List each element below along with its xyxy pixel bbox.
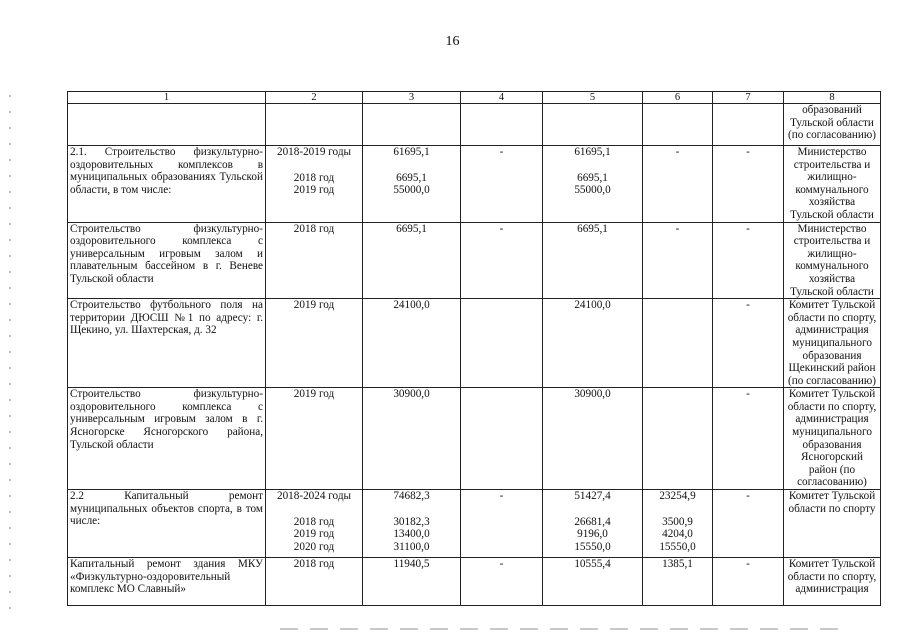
- total-amount-cell-line: 55000,0: [393, 184, 430, 197]
- local-budget-cell-line: 3500,9: [662, 515, 693, 528]
- regional-budget-cell-line: 26681,4: [574, 515, 611, 528]
- table-row: [68, 388, 881, 490]
- event-name-cell: 2.2 Капитальный ремонт муниципальных объектов спорта, в том числе:: [68, 490, 266, 558]
- responsible-executor-cell: образований Тульской области (по согласованию): [784, 104, 881, 146]
- local-budget-cell-line: 4204,0: [662, 528, 693, 541]
- regional-budget-cell-line: 55000,0: [574, 184, 611, 197]
- local-budget-cell: [643, 146, 713, 223]
- table-row: [68, 222, 881, 299]
- event-name-cell: Строительство футбольного поля на территории ДЮСШ №1 по адресу: г. Щекино, ул. Шахтерская, д. 32: [68, 299, 266, 388]
- regional-budget-cell-line: 51427,4: [574, 490, 611, 503]
- period-cell: [266, 299, 363, 388]
- page-number: 16: [445, 34, 460, 49]
- total-amount-cell: [363, 146, 461, 223]
- total-amount-cell-line: [365, 159, 458, 172]
- total-amount-cell-line: 6695,1: [396, 171, 427, 184]
- responsible-executor-cell: Комитет Тульской области по спорту, администрация: [784, 558, 881, 606]
- header-cell: 6: [643, 92, 713, 104]
- total-amount-cell-line: 24100,0: [393, 299, 430, 312]
- local-budget-cell: [643, 388, 713, 490]
- regional-budget-cell-line: 6695,1: [577, 222, 608, 235]
- federal-budget-cell: -: [461, 222, 543, 299]
- local-budget-cell: [643, 222, 713, 299]
- table-row: [68, 146, 881, 223]
- regional-budget-cell-line: 10555,4: [574, 558, 611, 571]
- local-budget-cell: [643, 558, 713, 606]
- regional-budget-cell: [543, 388, 643, 490]
- total-amount-cell-line: 13400,0: [393, 528, 430, 541]
- header-cell: 7: [713, 92, 784, 104]
- responsible-executor-cell: Министерство строительства и жилищно-коммунального хозяйства Тульской области: [784, 146, 881, 223]
- federal-budget-cell: [461, 104, 543, 146]
- federal-budget-cell: -: [461, 146, 543, 223]
- period-cell-line: 2018 год: [293, 558, 335, 571]
- responsible-executor-cell: Комитет Тульской области по спорту: [784, 490, 881, 558]
- total-amount-cell: [363, 299, 461, 388]
- financing-table: [67, 91, 881, 606]
- regional-budget-cell-line: [545, 503, 640, 516]
- other-sources-cell: -: [713, 388, 784, 490]
- regional-budget-cell-line: 61695,1: [574, 146, 611, 158]
- local-budget-cell-line: [645, 503, 710, 516]
- local-budget-cell-line: -: [675, 222, 680, 235]
- header-cell: 3: [363, 92, 461, 104]
- total-amount-cell-line: 6695,1: [396, 222, 427, 235]
- local-budget-cell-line: 15550,0: [659, 540, 696, 553]
- other-sources-cell: -: [713, 146, 784, 223]
- regional-budget-cell-line: 30900,0: [574, 388, 611, 401]
- other-sources-cell: -: [713, 490, 784, 558]
- responsible-executor-cell: Министерство строительства и жилищно-коммунального хозяйства Тульской области: [784, 222, 881, 299]
- responsible-executor-cell: Комитет Тульской области по спорту, администрация муниципального образования Ясногорский район (по согласованию): [784, 388, 881, 490]
- period-cell-line: 2019 год: [293, 184, 335, 197]
- local-budget-cell: [643, 490, 713, 558]
- table-row: [68, 104, 881, 146]
- local-budget-cell-line: 1385,1: [662, 558, 693, 571]
- regional-budget-cell-line: 24100,0: [574, 299, 611, 312]
- table-body: [68, 92, 881, 606]
- other-sources-cell: -: [713, 222, 784, 299]
- period-cell-line: 2019 год: [293, 528, 335, 541]
- event-name-cell: Строительство физкультурно-оздоровительного комплекса с универсальным игровым залом и плавательным бассейном в г. Веневе Тульской области: [68, 222, 266, 299]
- federal-budget-cell: [461, 299, 543, 388]
- period-cell-line: 2018 год: [293, 171, 335, 184]
- event-name-cell: Строительство физкультурно-оздоровительного комплекса с универсальным игровым залом в г. Ясногорске Ясногорского района, Тульской области: [68, 388, 266, 490]
- header-cell: 5: [543, 92, 643, 104]
- margin-scan-marks: [9, 95, 11, 615]
- period-cell: [266, 146, 363, 223]
- period-cell-line: 2019 год: [293, 388, 335, 401]
- header-cell: 8: [784, 92, 881, 104]
- period-cell-line: 2018-2019 годы: [276, 146, 352, 158]
- period-cell-line: [268, 159, 360, 172]
- table-row: [68, 299, 881, 388]
- period-cell-line: [268, 503, 360, 516]
- regional-budget-cell-line: 15550,0: [574, 540, 611, 553]
- total-amount-cell: [363, 388, 461, 490]
- period-cell-line: 2020 год: [293, 540, 335, 553]
- period-cell: [266, 558, 363, 606]
- period-cell-line: 2018 год: [293, 515, 335, 528]
- event-name-cell: Капитальный ремонт здания МКУ «Физкультурно-оздоровительный комплекс МО Славный»: [68, 558, 266, 606]
- header-cell: 4: [461, 92, 543, 104]
- local-budget-cell: [643, 299, 713, 388]
- local-budget-cell-line: -: [675, 146, 680, 158]
- header-cell: 2: [266, 92, 363, 104]
- other-sources-cell: [713, 104, 784, 146]
- total-amount-cell-line: 30900,0: [393, 388, 430, 401]
- table-row: [68, 558, 881, 606]
- regional-budget-cell-line: 6695,1: [577, 171, 608, 184]
- federal-budget-cell: -: [461, 558, 543, 606]
- regional-budget-cell: [543, 104, 643, 146]
- local-budget-cell-line: 23254,9: [659, 490, 696, 503]
- period-cell-line: 2018 год: [293, 222, 335, 235]
- regional-budget-cell: [543, 558, 643, 606]
- period-cell: [266, 222, 363, 299]
- responsible-executor-cell: Комитет Тульской области по спорту, администрация муниципального образования Щекинский район (по согласованию): [784, 299, 881, 388]
- total-amount-cell: [363, 490, 461, 558]
- period-cell: [266, 104, 363, 146]
- total-amount-cell-line: 61695,1: [393, 146, 430, 158]
- total-amount-cell-line: [365, 503, 458, 516]
- period-cell: [266, 388, 363, 490]
- total-amount-cell: [363, 558, 461, 606]
- regional-budget-cell-line: 9196,0: [577, 528, 608, 541]
- period-cell-line: 2019 год: [293, 299, 335, 312]
- regional-budget-cell-line: [545, 159, 640, 172]
- regional-budget-cell: [543, 146, 643, 223]
- event-name-cell: 2.1. Строительство физкультурно-оздоровительных комплексов в муниципальных образованиях Тульской области, в том числе:: [68, 146, 266, 223]
- federal-budget-cell: [461, 388, 543, 490]
- table-header-row: [68, 92, 881, 104]
- local-budget-cell: [643, 104, 713, 146]
- period-cell: [266, 490, 363, 558]
- scan-noise-line: [280, 628, 840, 630]
- regional-budget-cell: [543, 299, 643, 388]
- total-amount-cell: [363, 104, 461, 146]
- federal-budget-cell: -: [461, 490, 543, 558]
- regional-budget-cell: [543, 490, 643, 558]
- period-cell-line: 2018-2024 годы: [276, 490, 352, 503]
- other-sources-cell: -: [713, 558, 784, 606]
- total-amount-cell: [363, 222, 461, 299]
- other-sources-cell: -: [713, 299, 784, 388]
- event-name-cell: [68, 104, 266, 146]
- total-amount-cell-line: 30182,3: [393, 515, 430, 528]
- header-cell: 1: [68, 92, 266, 104]
- total-amount-cell-line: 31100,0: [393, 540, 430, 553]
- total-amount-cell-line: 74682,3: [393, 490, 430, 503]
- table-row: [68, 490, 881, 558]
- total-amount-cell-line: 11940,5: [393, 558, 430, 571]
- regional-budget-cell: [543, 222, 643, 299]
